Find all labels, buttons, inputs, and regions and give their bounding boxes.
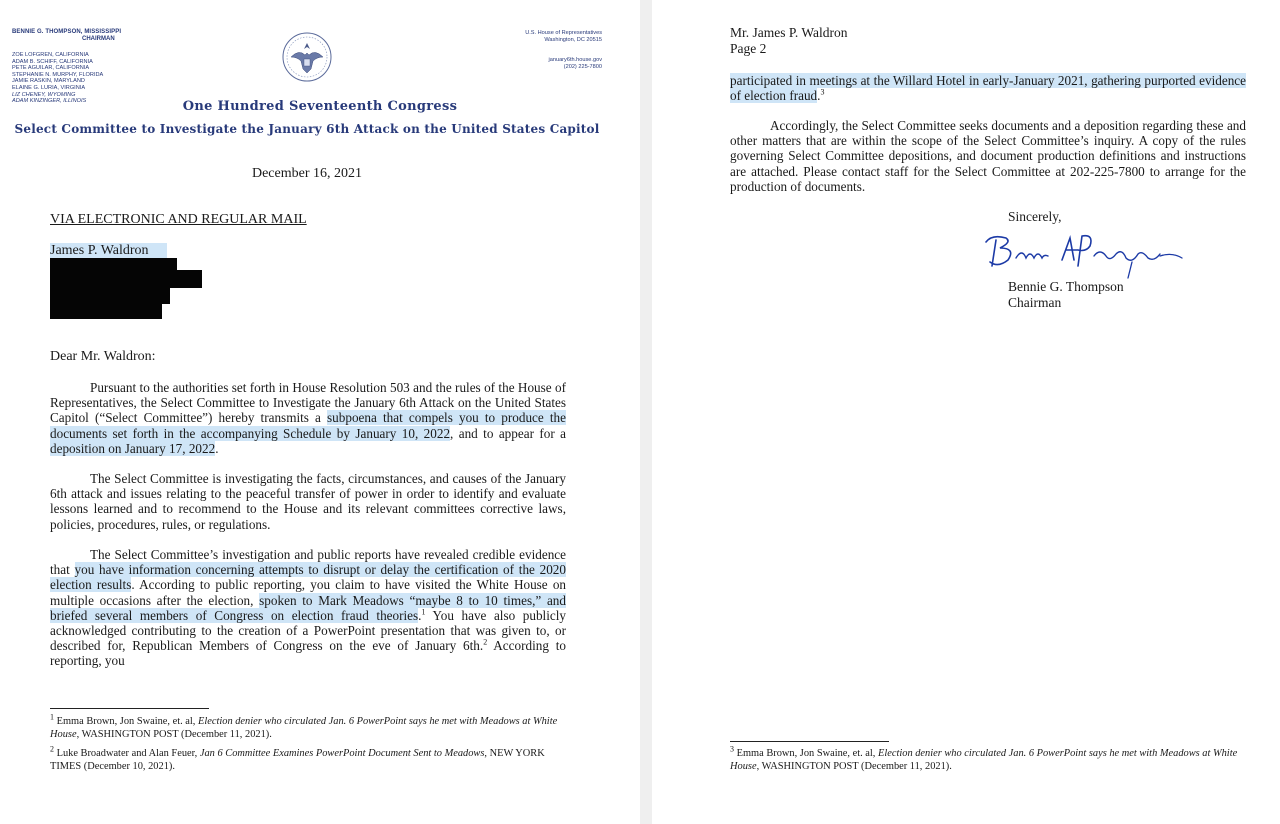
house-address-block	[480, 30, 602, 70]
member-name: PETE AGUILAR, CALIFORNIA	[12, 65, 90, 72]
recipient-name: James P. Waldron	[50, 243, 167, 259]
page-header	[730, 25, 848, 57]
body-paragraph-2: The Select Committee is investigating the facts, circumstances, and causes of the January 6th attack and issues relating to the peaceful transfer of power in order to identify and evaluate lessons learned and to recommend to the House and its relevant committees corrective laws, policies, procedures, rules, or regulations.	[50, 471, 566, 532]
header-page-number: Page 2	[730, 41, 767, 56]
committee-website: january6th.house.gov	[548, 57, 602, 64]
footnote-divider	[50, 708, 209, 709]
highlight: you have information concerning attempts to disrupt or delay the certification of the 2020 election results	[50, 562, 566, 593]
member-list	[12, 52, 121, 105]
body-paragraph-continued: participated in meetings at the Willard Hotel in early-January 2021, gathering purported evidence of election fraud.$^3$	[730, 73, 1246, 104]
member-name: STEPHANIE N. MURPHY, FLORIDA	[12, 71, 104, 78]
highlight: spoken to Mark Meadows “maybe 8 to 10 times,” and briefed several members of Congress on election fraud theories	[50, 592, 566, 623]
closing: Sincerely,	[1008, 209, 1062, 224]
footnote-ref: 1	[421, 607, 426, 617]
committee-phone: (202) 225-7800	[563, 63, 602, 70]
footnote-2: $^2$ Luke Broadwater and Alan Feuer, Jan 6 Committee Examines PowerPoint Document Sent to Meadows, NEW YORK TIMES (December 10, 2021).	[50, 744, 545, 772]
member-name: ADAM B. SCHIFF, CALIFORNIA	[12, 58, 93, 65]
committee-title: Select Committee to Investigate the January 6th Attack on the United States Capitol	[14, 122, 600, 136]
member-name: ZOE LOFGREN, CALIFORNIA	[12, 52, 89, 58]
salutation: Dear Mr. Waldron:	[50, 349, 156, 364]
chair-block	[12, 29, 121, 105]
footnote-ref: 3	[820, 87, 825, 97]
congress-title: One Hundred Seventeenth Congress	[182, 99, 458, 114]
footnote-3: $^3$ Emma Brown, Jon Swaine, et. al, Election denier who circulated Jan. 6 PowerPoint says he met with Meadows at White House, WASHINGTON POST (December 11, 2021).	[730, 744, 1238, 772]
member-name: JAMIE RASKIN, MARYLAND	[12, 78, 85, 85]
header-recipient: Mr. James P. Waldron	[730, 25, 848, 40]
signer-title: Chairman	[1008, 295, 1062, 310]
member-name: ELAINE G. LURIA, VIRGINIA	[12, 84, 86, 91]
highlight: deposition on January 17, 2022	[50, 440, 216, 456]
chair-name: BENNIE G. THOMPSON, MISSISSIPPI	[12, 29, 122, 35]
highlight: subpoena that compels you to produce the documents set forth in the accompanying Schedule by January 10, 2022	[50, 410, 567, 441]
page-gutter	[640, 0, 652, 824]
body-paragraph-3: The Select Committee’s investigation and public reports have revealed credible evidence that you have information concerning attempts to disrupt or delay the certification of the 2020 election results. According to public reporting, you claim to have visited the White House on multiple occasions after the election, spoken to Mark Meadows “maybe 8 to 10 times,” and briefed several members of Congress on election fraud theories.$^1$ You have also publicly acknowledged contributing to the creation of a PowerPoint presentation that was given to, or described for, Republican Members of Congress on the eve of January 6th.$^2$ According to reporting, you	[50, 547, 567, 669]
delivery-method: VIA ELECTRONIC AND REGULAR MAIL	[50, 212, 307, 227]
letter-date: December 16, 2021	[251, 166, 363, 181]
redacted-address	[50, 300, 162, 319]
house-name: U.S. House of Representatives	[525, 30, 602, 36]
chair-title: CHAIRMAN	[82, 36, 115, 42]
handwritten-signature-icon	[982, 226, 1188, 280]
letter-page-2	[652, 0, 1280, 824]
body-paragraph-4: Accordingly, the Select Committee seeks documents and a deposition regarding these and other matters that are within the scope of the Select Committee’s inquiry. A copy of the rules governing Select Committee depositions, and document production definitions and instructions are attached. Please contact staff for the Select Committee at 202-225-7800 to arrange for the production of documents.	[730, 118, 1246, 194]
signer-block	[1008, 279, 1124, 311]
member-name: LIZ CHENEY, WYOMING	[12, 91, 76, 98]
body-paragraph-1: Pursuant to the authorities set forth in House Resolution 503 and the rules of the House of Representatives, the Select Committee to Investigate the January 6th Attack on the United States Capitol (“Select Committee”) hereby transmits a subpoena that compels you to produce the documents set forth in the accompanying Schedule by January 10, 2022, and to appear for a deposition on January 17, 2022.	[50, 380, 567, 456]
footnote-divider	[730, 741, 889, 742]
footnote-1: $^1$ Emma Brown, Jon Swaine, et. al, Election denier who circulated Jan. 6 PowerPoint says he met with Meadows at White House, WASHINGTON POST (December 11, 2021).	[50, 712, 558, 740]
house-address: Washington, DC 20515	[544, 36, 602, 43]
member-name: ADAM KINZINGER, ILLINOIS	[12, 98, 87, 105]
signer-name: Bennie G. Thompson	[1008, 279, 1124, 294]
footnote-ref: 2	[483, 637, 488, 647]
house-seal-eagle-icon	[281, 31, 333, 83]
highlight: participated in meetings at the Willard Hotel in early-January 2021, gathering purported evidence of election fraud	[730, 73, 1246, 104]
